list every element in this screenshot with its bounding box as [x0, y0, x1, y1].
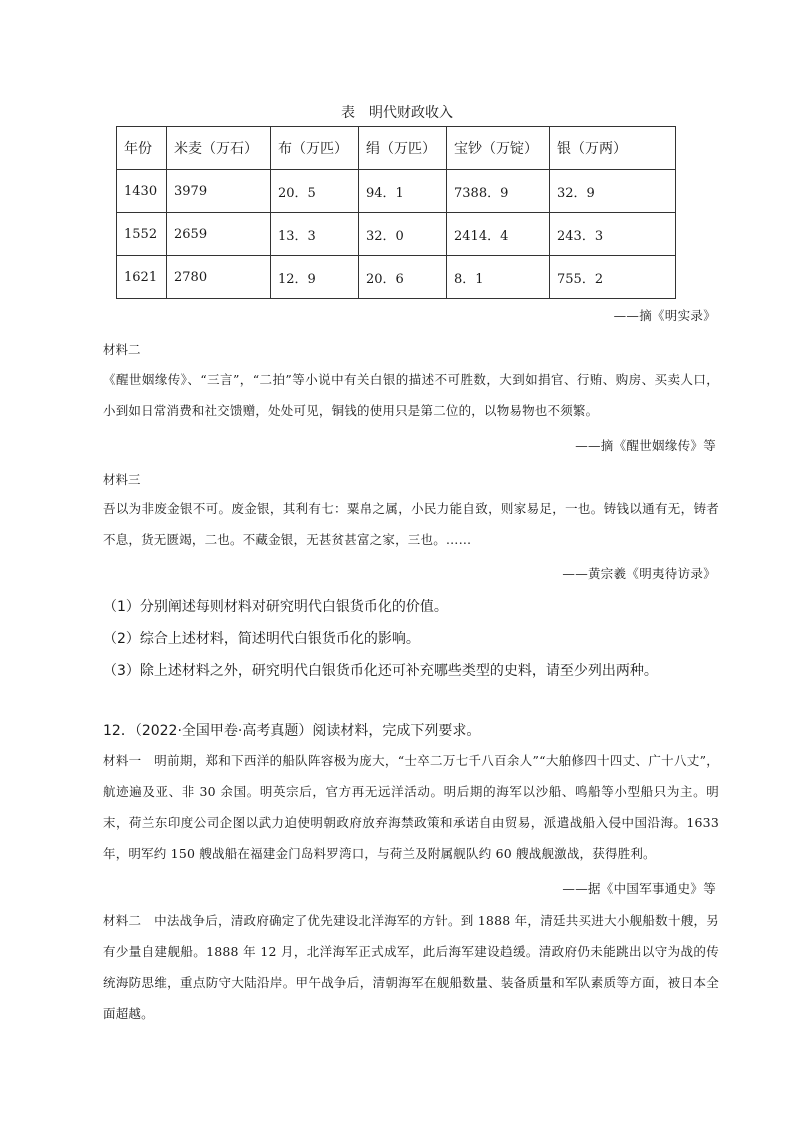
q12-material1-text: 材料一 明前期，郑和下西洋的船队阵容极为庞大，“士卒二万七千八百余人”“大舶修四十四丈、广十八丈”，航迹遍及亚、非 30 余国。明英宗后，官方再无远洋活动。明后期的海军以沙船、鸣船等小型船只为主。明末，荷兰东印度公司企图以武力迫使明朝政府放弃海禁政策和承诺自由贸易，派遣战船入侵中国沿海。1633 年，明军约 150 艘战船在福建金门岛料罗湾口，与荷兰及附属舰队约 60 艘战舰激战，获得胜利。: [103, 753, 719, 861]
table-cell: 12．9: [271, 256, 359, 299]
question-3: （3）除上述材料之外，研究明代白银货币化还可补充哪些类型的史料，请至少列出两种。: [103, 663, 658, 679]
material3-source: ——黄宗羲《明夷待访录》: [562, 566, 716, 581]
table-cell: 1552: [117, 213, 167, 256]
table-cell: 243．3: [550, 213, 676, 256]
table-cell: 32．0: [359, 213, 447, 256]
header-grain: 米麦（万石）: [167, 127, 271, 170]
material2-text: 《醒世姻缘传》、“三言”，“二拍”等小说中有关白银的描述不可胜数，大到如捐官、行贿、购房、买卖人口，小到如日常消费和社交馈赠，处处可见，铜钱的使用只是第二位的，以物易物也不须繁。: [103, 372, 719, 418]
header-silk: 绢（万匹）: [359, 127, 447, 170]
q12-material2-text: 材料二 中法战争后，清政府确定了优先建设北洋海军的方针。到 1888 年，清廷共买进大小舰船数十艘，另有少量自建舰船。1888 年 12 月，北洋海军正式成军，此后海军建设趋缓。清政府仍未能跳出以守为战的传统海防思维，重点防守大陆沿岸。甲午战争后，清朝海军在舰船数量、装备质量和军队素质等方面，被日本全面超越。: [103, 913, 719, 1021]
table-cell: 1621: [117, 256, 167, 299]
header-paper-money: 宝钞（万锭）: [447, 127, 550, 170]
header-cloth: 布（万匹）: [271, 127, 359, 170]
question-1: （1）分别阐述每则材料对研究明代白银货币化的价值。: [103, 599, 448, 615]
table-cell: 1430: [117, 170, 167, 213]
finance-table: [116, 126, 676, 299]
table-cell: 32．9: [550, 170, 676, 213]
table-cell: 2414．4: [447, 213, 550, 256]
material2-label: 材料二: [103, 342, 141, 357]
table-header-row: [117, 127, 676, 170]
table-source: ——摘《明实录》: [613, 308, 716, 323]
table-cell: 7388．9: [447, 170, 550, 213]
table-cell: 2780: [167, 256, 271, 299]
table-title: 表 明代财政收入: [341, 105, 453, 121]
header-silver: 银（万两）: [550, 127, 676, 170]
table-cell: 8．1: [447, 256, 550, 299]
table-cell: 3979: [167, 170, 271, 213]
table-row: [117, 256, 676, 299]
question-2: （2）综合上述材料，简述明代白银货币化的影响。: [103, 631, 420, 647]
table-cell: 755．2: [550, 256, 676, 299]
material3-label: 材料三: [103, 472, 141, 487]
question-12-title: 12．（2022·全国甲卷·高考真题）阅读材料，完成下列要求。: [103, 723, 481, 739]
table-cell: 20．5: [271, 170, 359, 213]
header-year: 年份: [117, 127, 167, 170]
q12-material1-source: ——据《中国军事通史》等: [562, 881, 716, 896]
table-row: [117, 170, 676, 213]
table-cell: 94．1: [359, 170, 447, 213]
table-cell: 20．6: [359, 256, 447, 299]
table-cell: 13．3: [271, 213, 359, 256]
material2-source: ——摘《醒世姻缘传》等: [575, 438, 716, 453]
material3-text: 吾以为非废金银不可。废金银，其利有七：粟帛之属，小民力能自致，则家易足，一也。铸钱以通有无，铸者不息，货无匮竭，二也。不藏金银，无甚贫甚富之家，三也。……: [103, 501, 719, 547]
table-row: [117, 213, 676, 256]
table-cell: 2659: [167, 213, 271, 256]
